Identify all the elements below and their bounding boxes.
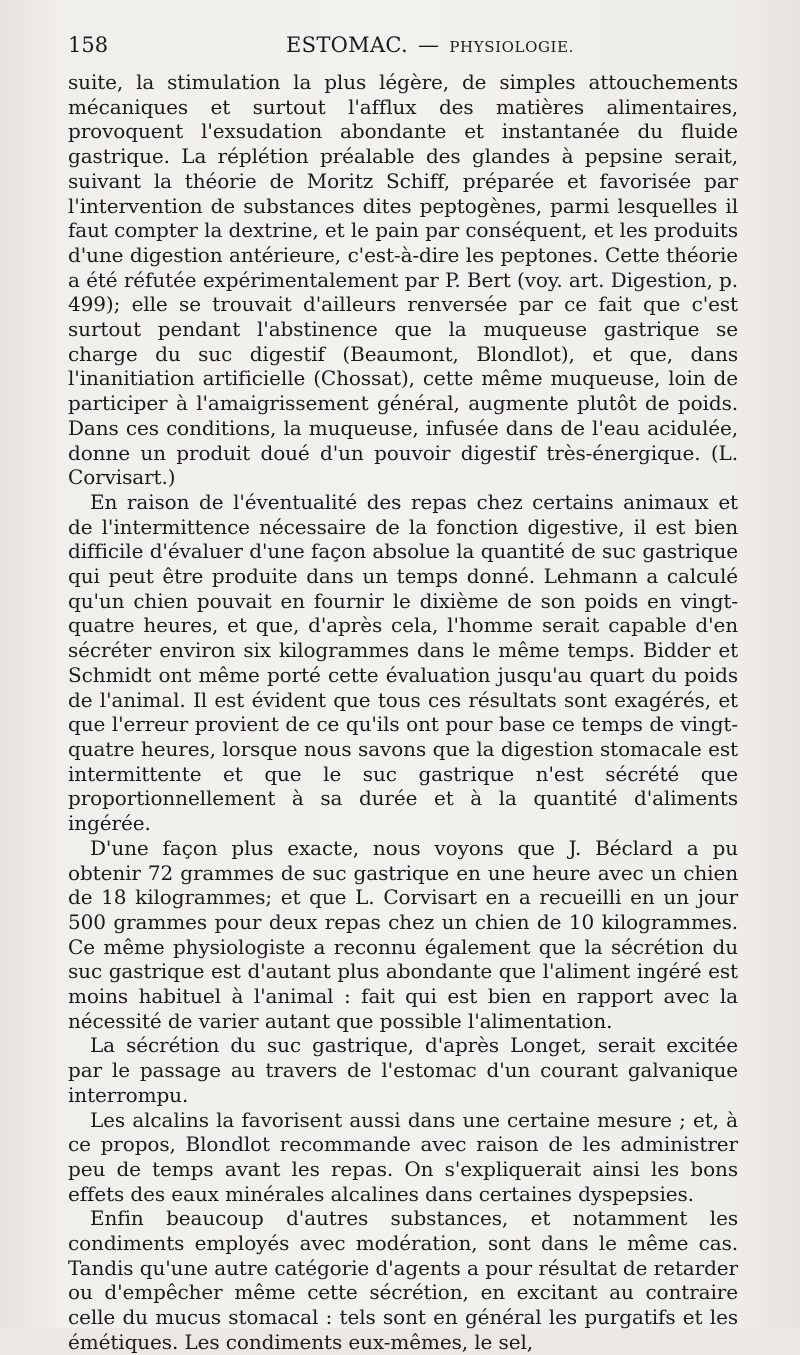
paragraph-2: En raison de l'éventualité des repas chez certains animaux et de l'intermittence nécessaire de la fonction digestive, il est bien difficile d'évaluer d'une façon absolue la quantité de suc gastrique qui peut être produite dans un temps donné. Lehmann a calculé qu'un chien pouvait en fournir le dixième de son poids en vingt-quatre heures, et que, d'après cela, l'homme serait capable d'en sécréter environ six kilogrammes dans le même temps. Bidder et Schmidt ont même porté cette évaluation jusqu'au quart du poids de l'animal. Il est évident que tous ces résultats sont exagérés, et que l'erreur provient de ce qu'ils ont pour base ce temps de vingt-quatre heures, lorsque nous savons que la digestion stomacale est intermittente et que le suc gastrique n'est sécrété que proportionnellement à sa durée et à la quantité d'aliments ingérée. [68, 489, 738, 836]
paragraph-1: suite, la stimulation la plus légère, de simples attouchements mécaniques et surtout l'afflux des matières alimentaires, provoquent l'exsudation abondante et instantanée du fluide gastrique. La réplétion préalable des glandes à pepsine serait, suivant la théorie de Moritz Schiff, préparée et favorisée par l'intervention de substances dites peptogènes, parmi lesquelles il faut compter la dextrine, et le pain par conséquent, et les produits d'une digestion antérieure, c'est-à-dire les peptones. Cette théorie a été réfutée expérimentalement par P. Bert (voy. art. Digestion, p. 499); elle se trouvait d'ailleurs renversée par ce fait que c'est surtout pendant l'abstinence que la muqueuse gastrique se charge du suc digestif (Beaumont, Blondlot), et que, dans l'inanitiation artificielle (Chossat), cette même muqueuse, loin de participer à l'amaigrissement général, augmente plutôt de poids. Dans ces conditions, la muqueuse, infusée dans de l'eau acidulée, donne un produit doué d'un pouvoir digestif très-énergique. (L. Corvisart.) [68, 70, 738, 490]
paragraph-4: La sécrétion du suc gastrique, d'après Longet, serait excitée par le passage au travers de l'estomac d'un courant galvanique interrompu. [68, 1033, 738, 1107]
paragraph-6: Enfin beaucoup d'autres substances, et notamment les condiments employés avec modération, sont dans le même cas. Tandis qu'une autre catégorie d'agents a pour résultat de retarder ou d'empêcher même cette sécrétion, en excitant au contraire celle du mucus stomacal : tels sont en général les purgatifs et les émétiques. Les condiments eux-mêmes, le sel, [68, 1206, 738, 1354]
page-header [68, 30, 740, 60]
paragraph-3: D'une façon plus exacte, nous voyons que J. Béclard a pu obtenir 72 grammes de suc gastrique en une heure avec un chien de 18 kilogrammes; et que L. Corvisart en a recueilli en un jour 500 grammes pour deux repas chez un chien de 10 kilogrammes. Ce même physiologiste a reconnu également que la sécrétion du suc gastrique est d'autant plus abondante que l'aliment ingéré est moins habituel à l'animal : fait qui est bien en rapport avec la nécessité de varier autant que possible l'alimentation. [68, 835, 738, 1033]
running-title [286, 30, 574, 62]
paragraph-5: Les alcalins la favorisent aussi dans une certaine mesure ; et, à ce propos, Blondlot recommande avec raison de les administrer peu de temps avant les repas. On s'expliquerait ainsi les bons effets des eaux minérales alcalines dans certaines dyspepsies. [68, 1107, 738, 1206]
body-text [68, 70, 738, 1355]
running-title-sub: PHYSIOLOGIE. [449, 38, 574, 56]
running-title-dash: — [418, 33, 440, 57]
page-number: 158 [68, 33, 109, 57]
running-title-main: ESTOMAC. [286, 33, 409, 57]
